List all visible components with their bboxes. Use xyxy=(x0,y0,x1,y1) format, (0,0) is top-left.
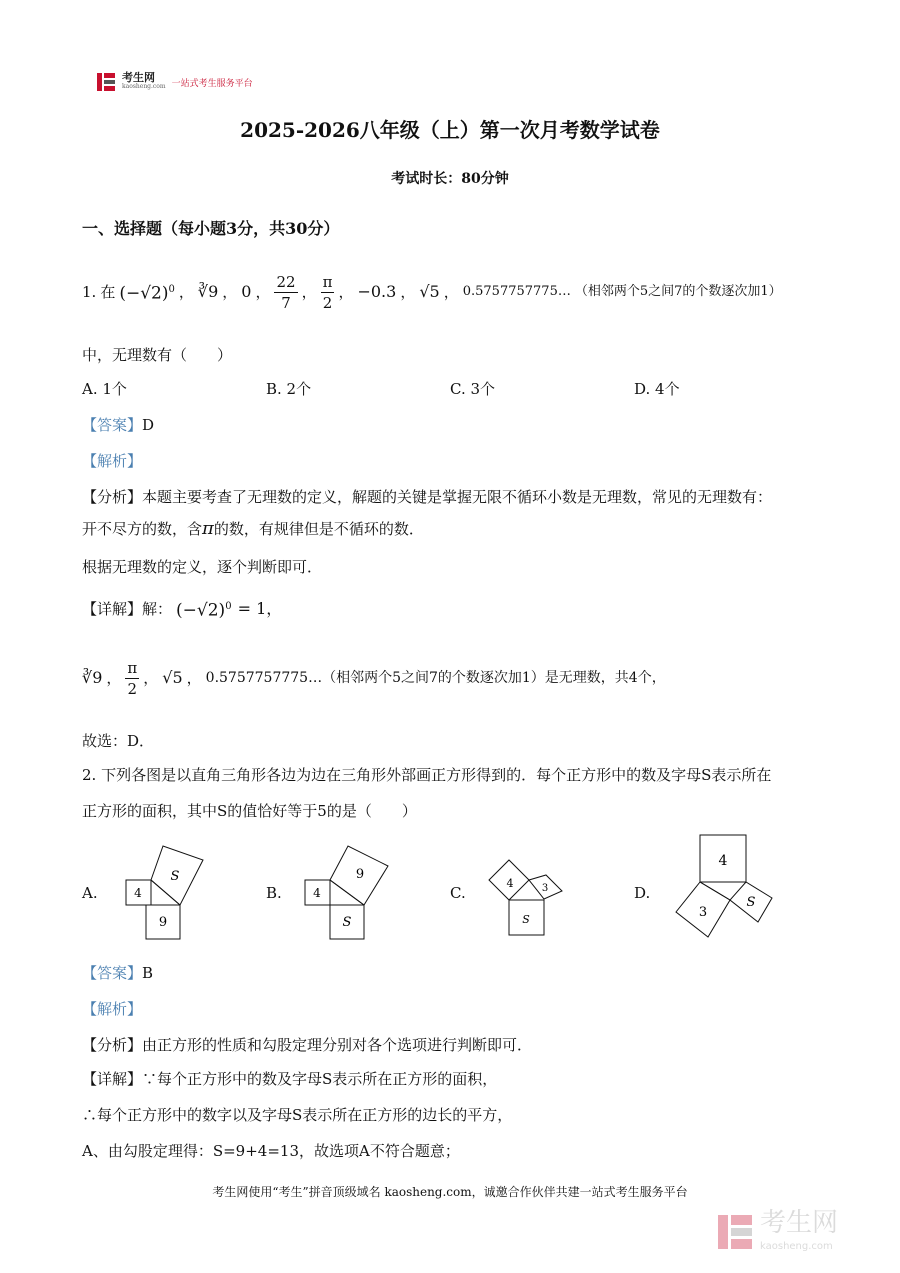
fig-a-label-4: 4 xyxy=(134,886,142,900)
q1-power: $(-√2)^0$ xyxy=(119,283,175,304)
q2-option-b-label[interactable]: B. xyxy=(266,884,282,902)
exam-time: 考试时长：80分钟 xyxy=(391,171,509,187)
fig-d-label-3: 3 xyxy=(698,905,708,920)
q2-figure-d[interactable] xyxy=(668,830,783,945)
q1-fenxi-line2: 开不尽方的数，含π的数，有规律但是不循环的数． xyxy=(82,518,424,539)
fig-b-label-9: 9 xyxy=(355,867,365,882)
q1-negative: −0.3 xyxy=(357,282,397,301)
fig-c-label-4: 4 xyxy=(506,877,514,890)
q2-figure-a[interactable] xyxy=(118,840,228,940)
q1-number: 1. xyxy=(82,283,97,301)
q1-sqrt5: √5 xyxy=(419,282,440,301)
q1-choose: 故选：D． xyxy=(82,732,155,750)
page-title: 2025-2026八年级（上）第一次月考数学试卷 xyxy=(240,118,660,142)
q1-fenxi-line3: 根据无理数的定义，逐个判断即可． xyxy=(82,558,323,576)
q1-analysis-label: 【解析】 xyxy=(82,452,143,470)
watermark-logo-icon xyxy=(716,1213,754,1251)
page-footer: 考生网使用“考生”拼音顶级域名 kaosheng.com，诚邀合作伙伴共建一站式考生服务平台 xyxy=(212,1185,688,1199)
section-heading: 一、选择题（每小题3分，共30分） xyxy=(82,219,340,238)
fig-a-label-s: S xyxy=(170,869,180,884)
q2-therefore: ∴每个正方形中的数字以及字母S表示所在正方形的边长的平方， xyxy=(82,1106,513,1124)
q2-answer: 【答案】B xyxy=(82,964,154,982)
fig-d-label-4: 4 xyxy=(718,853,728,869)
q1-detail: ∛9 ， $\frac{\pi}{2}$ ， √5 ， 0.5757757775…（相邻两个5之间7的个数逐次加1）是无理数，共4个， xyxy=(82,658,666,698)
q2-option-c-label[interactable]: C. xyxy=(450,884,466,902)
fig-b-label-s: S xyxy=(342,915,352,930)
q1-decimal: 0.5757757775… xyxy=(462,284,571,299)
q2-figure-b[interactable] xyxy=(300,840,410,940)
q2-analysis-label: 【解析】 xyxy=(82,1000,143,1018)
q2-line-a: A、由勾股定理得：S=9+4=13，故选项A不符合题意； xyxy=(82,1142,460,1160)
q1-fraction: $\frac{22}{7}$ xyxy=(276,272,296,312)
q1-answer: 【答案】D xyxy=(82,416,155,434)
q1-option-c[interactable]: C. 3个 xyxy=(450,380,496,398)
logo-name: 考生网 xyxy=(122,71,155,84)
q1-tail: 中，无理数有（ ） xyxy=(82,346,233,364)
watermark-name: 考生网 xyxy=(760,1208,839,1238)
q1-fenxi: 【分析】本题主要考查了无理数的定义，解题的关键是掌握无限不循环小数是无理数，常见的无理数有： xyxy=(82,488,773,506)
question-1-stem: 1. 在 $(-√2)^0$ ， ∛9 ， 0 ， $\frac{22}{7}$ ， $\frac{\pi}{2}$ ， −0.3 ， √5 ， 0.5757757775… （相邻两个5之间7的个数逐次加1） xyxy=(82,272,782,312)
watermark xyxy=(716,1208,838,1256)
q1-zero: 0 xyxy=(241,282,252,301)
q2-stem-line2: 正方形的面积，其中S的值恰好等于5的是（ ） xyxy=(82,802,417,820)
watermark-domain: kaosheng.com xyxy=(760,1241,833,1252)
fig-b-label-4: 4 xyxy=(313,886,321,900)
q2-xiangjie: 【详解】∵每个正方形中的数及字母S表示所在正方形的面积， xyxy=(82,1070,498,1088)
q1-lead: 在 xyxy=(100,283,116,301)
q2-figure-c[interactable] xyxy=(484,855,574,945)
q1-option-b[interactable]: B. 2个 xyxy=(266,380,312,398)
q1-xiangjie: 【详解】 解： $(-√2)^0$ = 1， xyxy=(82,599,283,621)
q1-pi-fraction: $\frac{\pi}{2}$ xyxy=(322,272,333,312)
q1-cbrt: ∛9 xyxy=(197,282,219,301)
fig-c-label-s: S xyxy=(522,913,530,926)
q1-note: （相邻两个5之间7的个数逐次加1） xyxy=(574,284,782,299)
q2-option-d-label[interactable]: D. xyxy=(634,884,651,902)
fig-a-label-9: 9 xyxy=(158,915,168,930)
kaosheng-logo-icon xyxy=(96,72,116,92)
q2-fenxi: 【分析】由正方形的性质和勾股定理分别对各个选项进行判断即可． xyxy=(82,1036,533,1054)
logo-domain: kaosheng.com xyxy=(122,83,166,90)
header-logo xyxy=(96,72,253,92)
q1-option-d[interactable]: D. 4个 xyxy=(634,380,680,398)
q2-stem-line1: 2. 下列各图是以直角三角形各边为边在三角形外部画正方形得到的．每个正方形中的数及字母S表示所在 xyxy=(82,766,772,784)
q2-option-a-label[interactable]: A. xyxy=(82,884,98,902)
fig-d-label-s: S xyxy=(746,895,756,910)
fig-c-label-3: 3 xyxy=(541,883,549,894)
q1-option-a[interactable]: A. 1个 xyxy=(82,380,127,398)
logo-slogan: 一站式考生服务平台 xyxy=(171,78,253,89)
